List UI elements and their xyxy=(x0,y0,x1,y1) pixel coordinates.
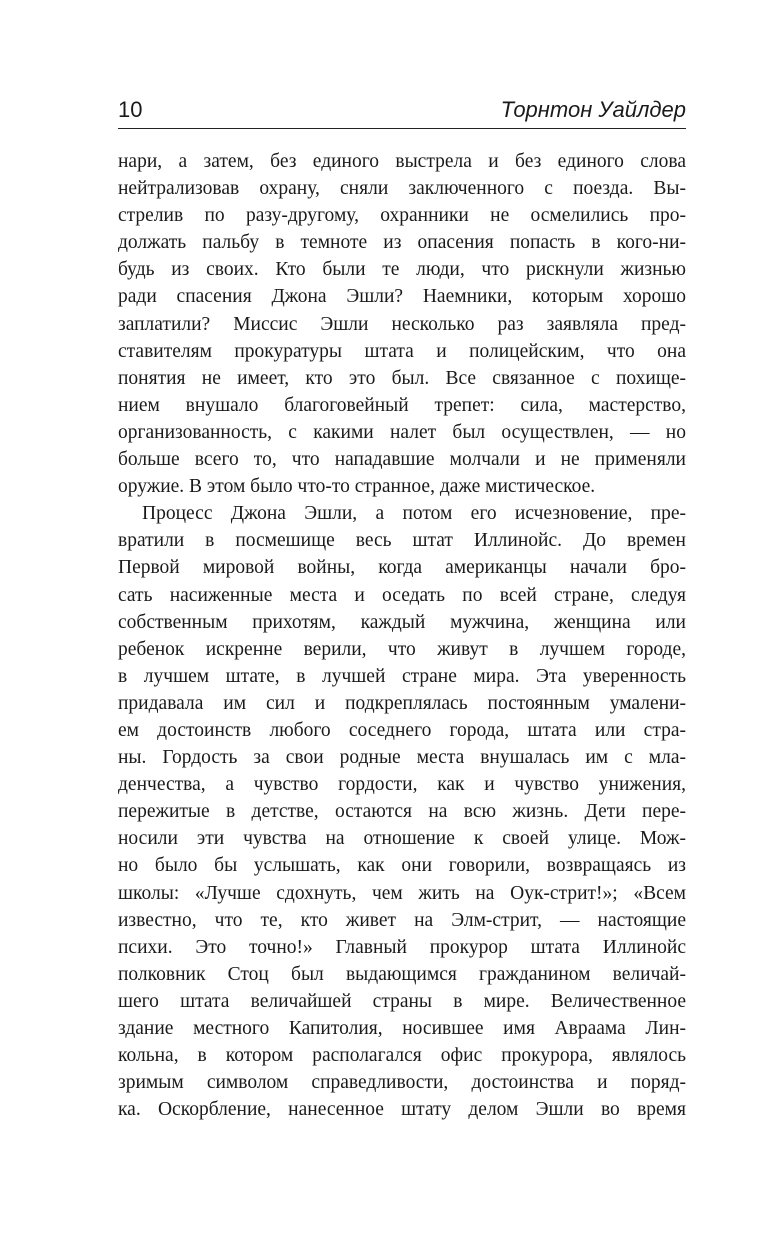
running-title: Торнтон Уайлдер xyxy=(500,97,686,122)
paragraph xyxy=(118,500,686,1123)
text-line: пережитые в детстве, остаются на всю жизнь. Дети пере- xyxy=(118,801,686,823)
text-line: будь из своих. Кто были те люди, что рискнули жизнью xyxy=(118,259,686,281)
text-line: ны. Гордость за свои родные места внушалась им с мла- xyxy=(118,747,686,769)
paragraph xyxy=(118,148,686,500)
text-line: вратили в посмешище весь штат Иллинойс. До времен xyxy=(118,530,686,552)
text-line: Процесс Джона Эшли, а потом его исчезновение, пре- xyxy=(142,503,686,525)
text-line: стрелив по разу-другому, охранники не осмелились про- xyxy=(118,205,686,227)
text-line: сать насиженные места и оседать по всей стране, следуя xyxy=(118,584,686,606)
text-line: полковник Стоц был выдающимся гражданином величай- xyxy=(118,963,686,985)
page-header xyxy=(118,96,686,129)
text-line: ка. Оскорбление, нанесенное штату делом Эшли во время xyxy=(118,1099,686,1121)
text-line: нием внушало благоговейный трепет: сила, мастерство, xyxy=(118,394,686,416)
text-line: здание местного Капитолия, носившее имя Авраама Лин- xyxy=(118,1018,686,1039)
text-line: понятия не имеет, кто это был. Все связанное с похище- xyxy=(118,367,686,389)
text-line: нари, а затем, без единого выстрела и без единого слова xyxy=(118,151,686,172)
text-line: ставителям прокуратуры штата и полицейским, что она xyxy=(118,340,686,362)
text-line: больше всего то, что нападавшие молчали и не применяли xyxy=(118,449,686,471)
text-line: школы: «Лучше сдохнуть, чем жить на Оук-стрит!»; «Всем xyxy=(118,882,686,904)
text-line: нейтрализовав охрану, сняли заключенного с поезда. Вы- xyxy=(118,178,686,200)
text-line: ем достоинств любого соседнего города, штата или стра- xyxy=(118,719,686,741)
text-line: но было бы услышать, как они говорили, возвращаясь из xyxy=(118,855,686,877)
text-line: психи. Это точно!» Главный прокурор штата Иллинойс xyxy=(118,936,686,958)
text-line: денчества, а чувство гордости, как и чувство унижения, xyxy=(118,774,686,796)
text-line: ребенок искренне верили, что живут в лучшем городе, xyxy=(118,638,686,660)
text-line: в лучшем штате, в лучшей стране мира. Эта уверенность xyxy=(118,665,686,687)
text-line: Первой мировой войны, когда американцы начали бро- xyxy=(118,557,686,579)
text-line: известно, что те, кто живет на Элм-стрит, — настоящие xyxy=(118,909,686,931)
text-line: собственным прихотям, каждый мужчина, женщина или xyxy=(118,611,686,633)
body-text xyxy=(118,148,686,1123)
text-line: организованность, с какими налет был осуществлен, — но xyxy=(118,421,686,443)
text-line: носили эти чувства на отношение к своей улице. Мож- xyxy=(118,828,686,850)
text-line: оружие. В этом было что-то странное, даже мистическое. xyxy=(118,476,596,498)
text-line: должать пальбу в темноте из опасения попасть в кого-ни- xyxy=(118,232,686,254)
text-line: придавала им сил и подкреплялась постоянным умалени- xyxy=(118,692,686,714)
text-line: ради спасения Джона Эшли? Наемники, которым хорошо xyxy=(118,286,686,308)
text-line: шего штата величайшей страны в мире. Величественное xyxy=(118,990,686,1012)
text-line: зримым символом справедливости, достоинства и поряд- xyxy=(118,1072,686,1094)
text-line: заплатили? Миссис Эшли несколько раз заявляла пред- xyxy=(118,313,686,335)
text-line: кольна, в котором располагался офис прокурора, являлось xyxy=(118,1045,686,1067)
page-number: 10 xyxy=(118,97,143,122)
